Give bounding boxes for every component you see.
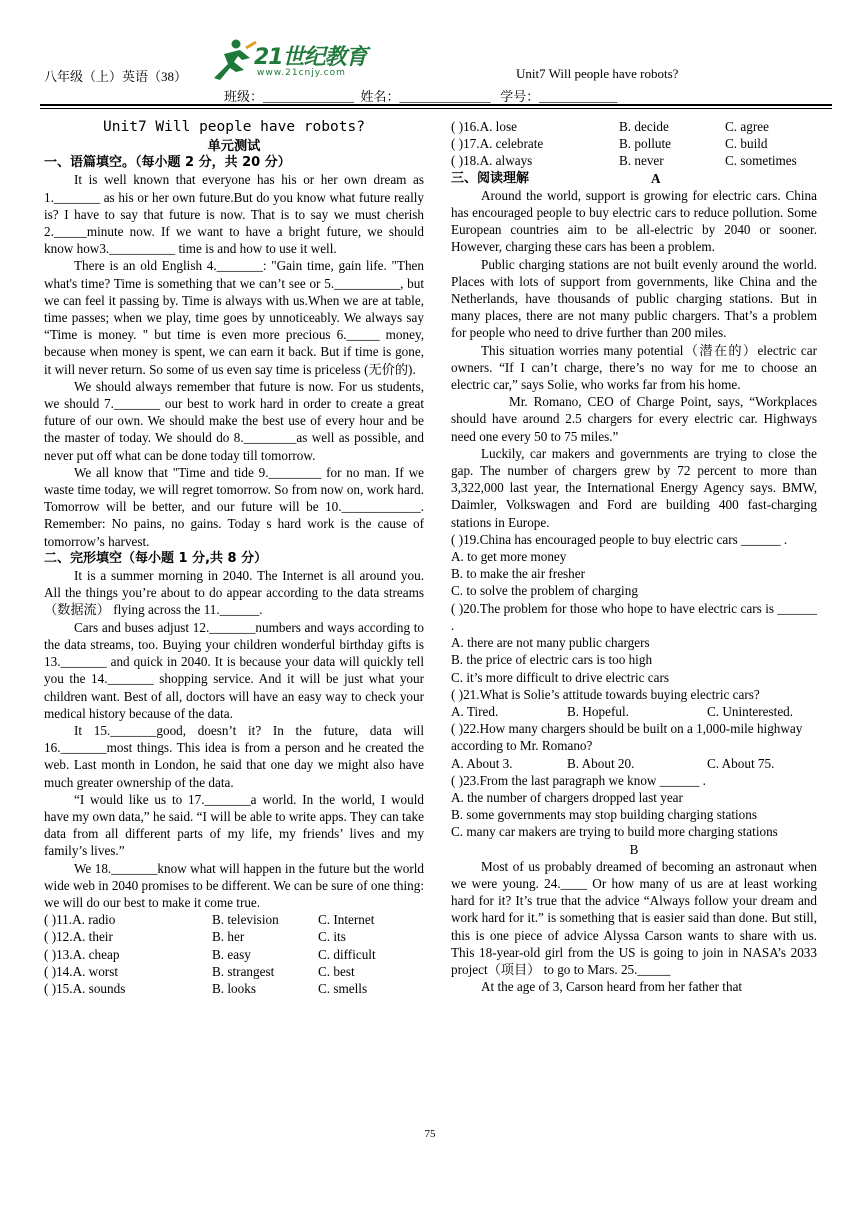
answer-option: C. many car makers are trying to build more charging stations — [451, 824, 778, 840]
question-stem: ( )20.The problem for those who hope to have electric cars is ______ . — [451, 600, 817, 633]
passage-paragraph: “I would like us to 17._______a world. In the world, I would have my own data,” he said. “I will be able to write apps. They can take data from all different parts of my life, my friends’ lives and my family’s lives.” — [44, 791, 424, 859]
question-stem: ( )23.From the last paragraph we know ______ . — [451, 772, 706, 788]
option-row: ( )16.A. lose B. decide C. agree — [451, 119, 769, 134]
option-row: ( )15.A. sounds B. looks C. smells — [44, 980, 368, 996]
section-heading-1: 一、语篇填空。（每小题 2 分，共 20 分） — [44, 155, 291, 171]
passage-paragraph: It 15._______good, doesn’t it? In the future, data will 16._______most things. This idea is from a person and he created the web. Last month in London, he said that one day we might also have much greater ownership of the data. — [44, 722, 424, 790]
option-row: ( )18.A. always B. never C. sometimes — [451, 153, 797, 169]
passage-paragraph: It is a summer morning in 2040. The Internet is all around you. All the things you’re about to do appear according to the data streams（数据流） flying across the 11.______. — [44, 568, 424, 618]
passage-paragraph: Public charging stations are not built evenly around the world. Places with lots of support from governments, like China and the Netherlands, have thousands of public charging stations. But in many places, there are not many public chargers. That’s a problem for people who need to drive further than 200 miles. — [451, 256, 817, 341]
option-row: ( )13.A. cheap B. easy C. difficult — [44, 946, 376, 962]
answer-option: C. it’s more difficult to drive electric cars — [451, 669, 670, 685]
logo-url: www.21cnjy.com — [257, 68, 346, 78]
passage-paragraph: Luckily, car makers and governments are trying to close the gap. The number of chargers grew by 72 percent to more than 3,322,000 last year, the International Energy Agency says. BMW, Daimler, Volkswagen and Ford are building 400 fast-charging stations in Europe. — [451, 445, 817, 530]
reading-heading-row — [451, 170, 817, 187]
header-unit-title: Unit7 Will people have robots? — [516, 66, 679, 81]
passage-paragraph: We should always remember that future is now. For us students, we should 7._______ our best to work hard in order to create a great future of our own. We should make the best use of every hour and be the master of today. We should do 8.________as well as possible, and never put off what can be done today till tomorrow. — [44, 378, 424, 463]
answer-option: A. there are not many public chargers — [451, 635, 650, 651]
answer-option: B. some governments may stop building charging stations — [451, 807, 757, 823]
option-row: ( )12.A. their B. her C. its — [44, 929, 346, 945]
passage-paragraph: We all know that "Time and tide 9.________ for no man. If we waste time today, we will regret tomorrow. So from now on, work hard. Tomorrow will be better, and our future will be 10.____________. Remember: No pains, no gains. Today s hard work is the cause of tomorrow’s harvest. — [44, 464, 424, 549]
logo-wordmark: 21世纪教育 — [254, 45, 367, 70]
right-column — [451, 118, 817, 995]
passage-paragraph: Most of us probably dreamed of becoming an astronaut when we were young. 24.____ Or how many of us are at least working hard for it? It’s true that the advice “Always follow your dream and work hard for it.” is something that is easier said than done. But still, this is one piece of advice Alyssa Carson wants to share with us. This 18-year-old girl from the US is going to join in NASA’s 2033 project（项目） to go to Mars. 25._____ — [451, 858, 817, 977]
section-heading-3: 三、阅读理解 — [451, 170, 530, 186]
header-rule-thin — [40, 108, 832, 109]
question-stem: ( )21.What is Solie’s attitude towards buying electric cars? — [451, 686, 760, 702]
answer-option: A. the number of chargers dropped last year — [451, 789, 683, 805]
question-stem: ( )22.How many chargers should be built on a 1,000-mile highway according to Mr. Romano? — [451, 721, 803, 754]
answer-option: B. the price of electric cars is too high — [451, 652, 653, 668]
answer-option: B. to make the air fresher — [451, 566, 586, 582]
question-stem: ( )19.China has encouraged people to buy electric cars ______ . — [451, 531, 788, 547]
answer-option: C. to solve the problem of charging — [451, 583, 638, 599]
section-heading-2: 二、完形填空（每小题 1 分,共 8 分） — [44, 550, 268, 566]
page-number: 75 — [424, 1128, 436, 1140]
option-row: ( )14.A. worst B. strangest C. best — [44, 963, 355, 979]
page-subtitle: 单元测试 — [207, 138, 261, 153]
page-title: Unit7 Will people have robots? — [103, 119, 365, 135]
passage-paragraph: Mr. Romano, CEO of Charge Point, says, “Workplaces should have around 2.5 chargers for every electric car. Highways need one every 50 to 75 miles.” — [451, 394, 817, 444]
answer-option-row: A. About 3. B. About 20. C. About 75. — [451, 755, 775, 771]
passage-paragraph: Cars and buses adjust 12._______numbers and ways according to the data streams, too. Buying your children wonderful birthday gifts is 13._______ and quick in 2040. It is because your data will quickly tell you the 14._______ shopping service. And it will be just what your children want. Best of all, doctors will have an easy way to check your medical history because of the data. — [44, 619, 424, 721]
student-info-line: 班级：______________ 姓名：______________ 学号：____________ — [224, 89, 618, 104]
option-row: ( )17.A. celebrate B. pollute C. build — [451, 136, 768, 152]
passage-paragraph: There is an old English 4._______: "Gain time, gain life. "Then what's time? Time is something that we can’t see or 5.__________, but we can feel it passing by. Time is always with us.When we are at table, time passes; when we play, time goes by unnoticeably. We always say “Time is money. " but time is even more precious 6._____ money, because when money is spent, we can earn it back. But if time is gone, it will never return. So some of us even say time is priceless (无价的). — [44, 258, 424, 377]
passage-paragraph: We 18._______know what will happen in the future but the world wide web in 2040 promises to be different. We can be sure of one thing: we will do our best to make it come true. — [44, 860, 424, 910]
passage-a-label: A — [651, 170, 661, 186]
passage-b-label: B — [629, 841, 639, 857]
option-row: ( )11.A. radio B. television C. Internet — [44, 912, 375, 928]
passage-paragraph: This situation worries many potential（潜在的）electric car owners. “If I can’t charge, there’s no way for me to choose an electric car,” says Solie, who works far from his home. — [451, 342, 817, 393]
passage-paragraph: At the age of 3, Carson heard from her father that — [481, 979, 743, 995]
header-grade-label: 八年级（上）英语（38） — [44, 69, 188, 84]
answer-option-row: A. Tired. B. Hopeful. C. Uninterested. — [451, 703, 794, 719]
answer-option: A. to get more money — [451, 549, 567, 565]
passage-paragraph: It is well known that everyone has his or her own dream as 1._______ as his or her own future.But do you know what future really is? I have to say that future is now. That is to say we must cherish 2._____minute now. If we want to have a bright future, we should know how3.__________ time is and how to use it well. — [44, 172, 424, 257]
left-column — [44, 118, 424, 997]
passage-paragraph: Around the world, support is growing for electric cars. China has encouraged people to buy electric cars to reduce pollution. Some European countries aim to be all-electric by 2040 or sooner. However, charging these cars has been a problem. — [451, 187, 817, 255]
header-rule-thick — [40, 104, 832, 106]
